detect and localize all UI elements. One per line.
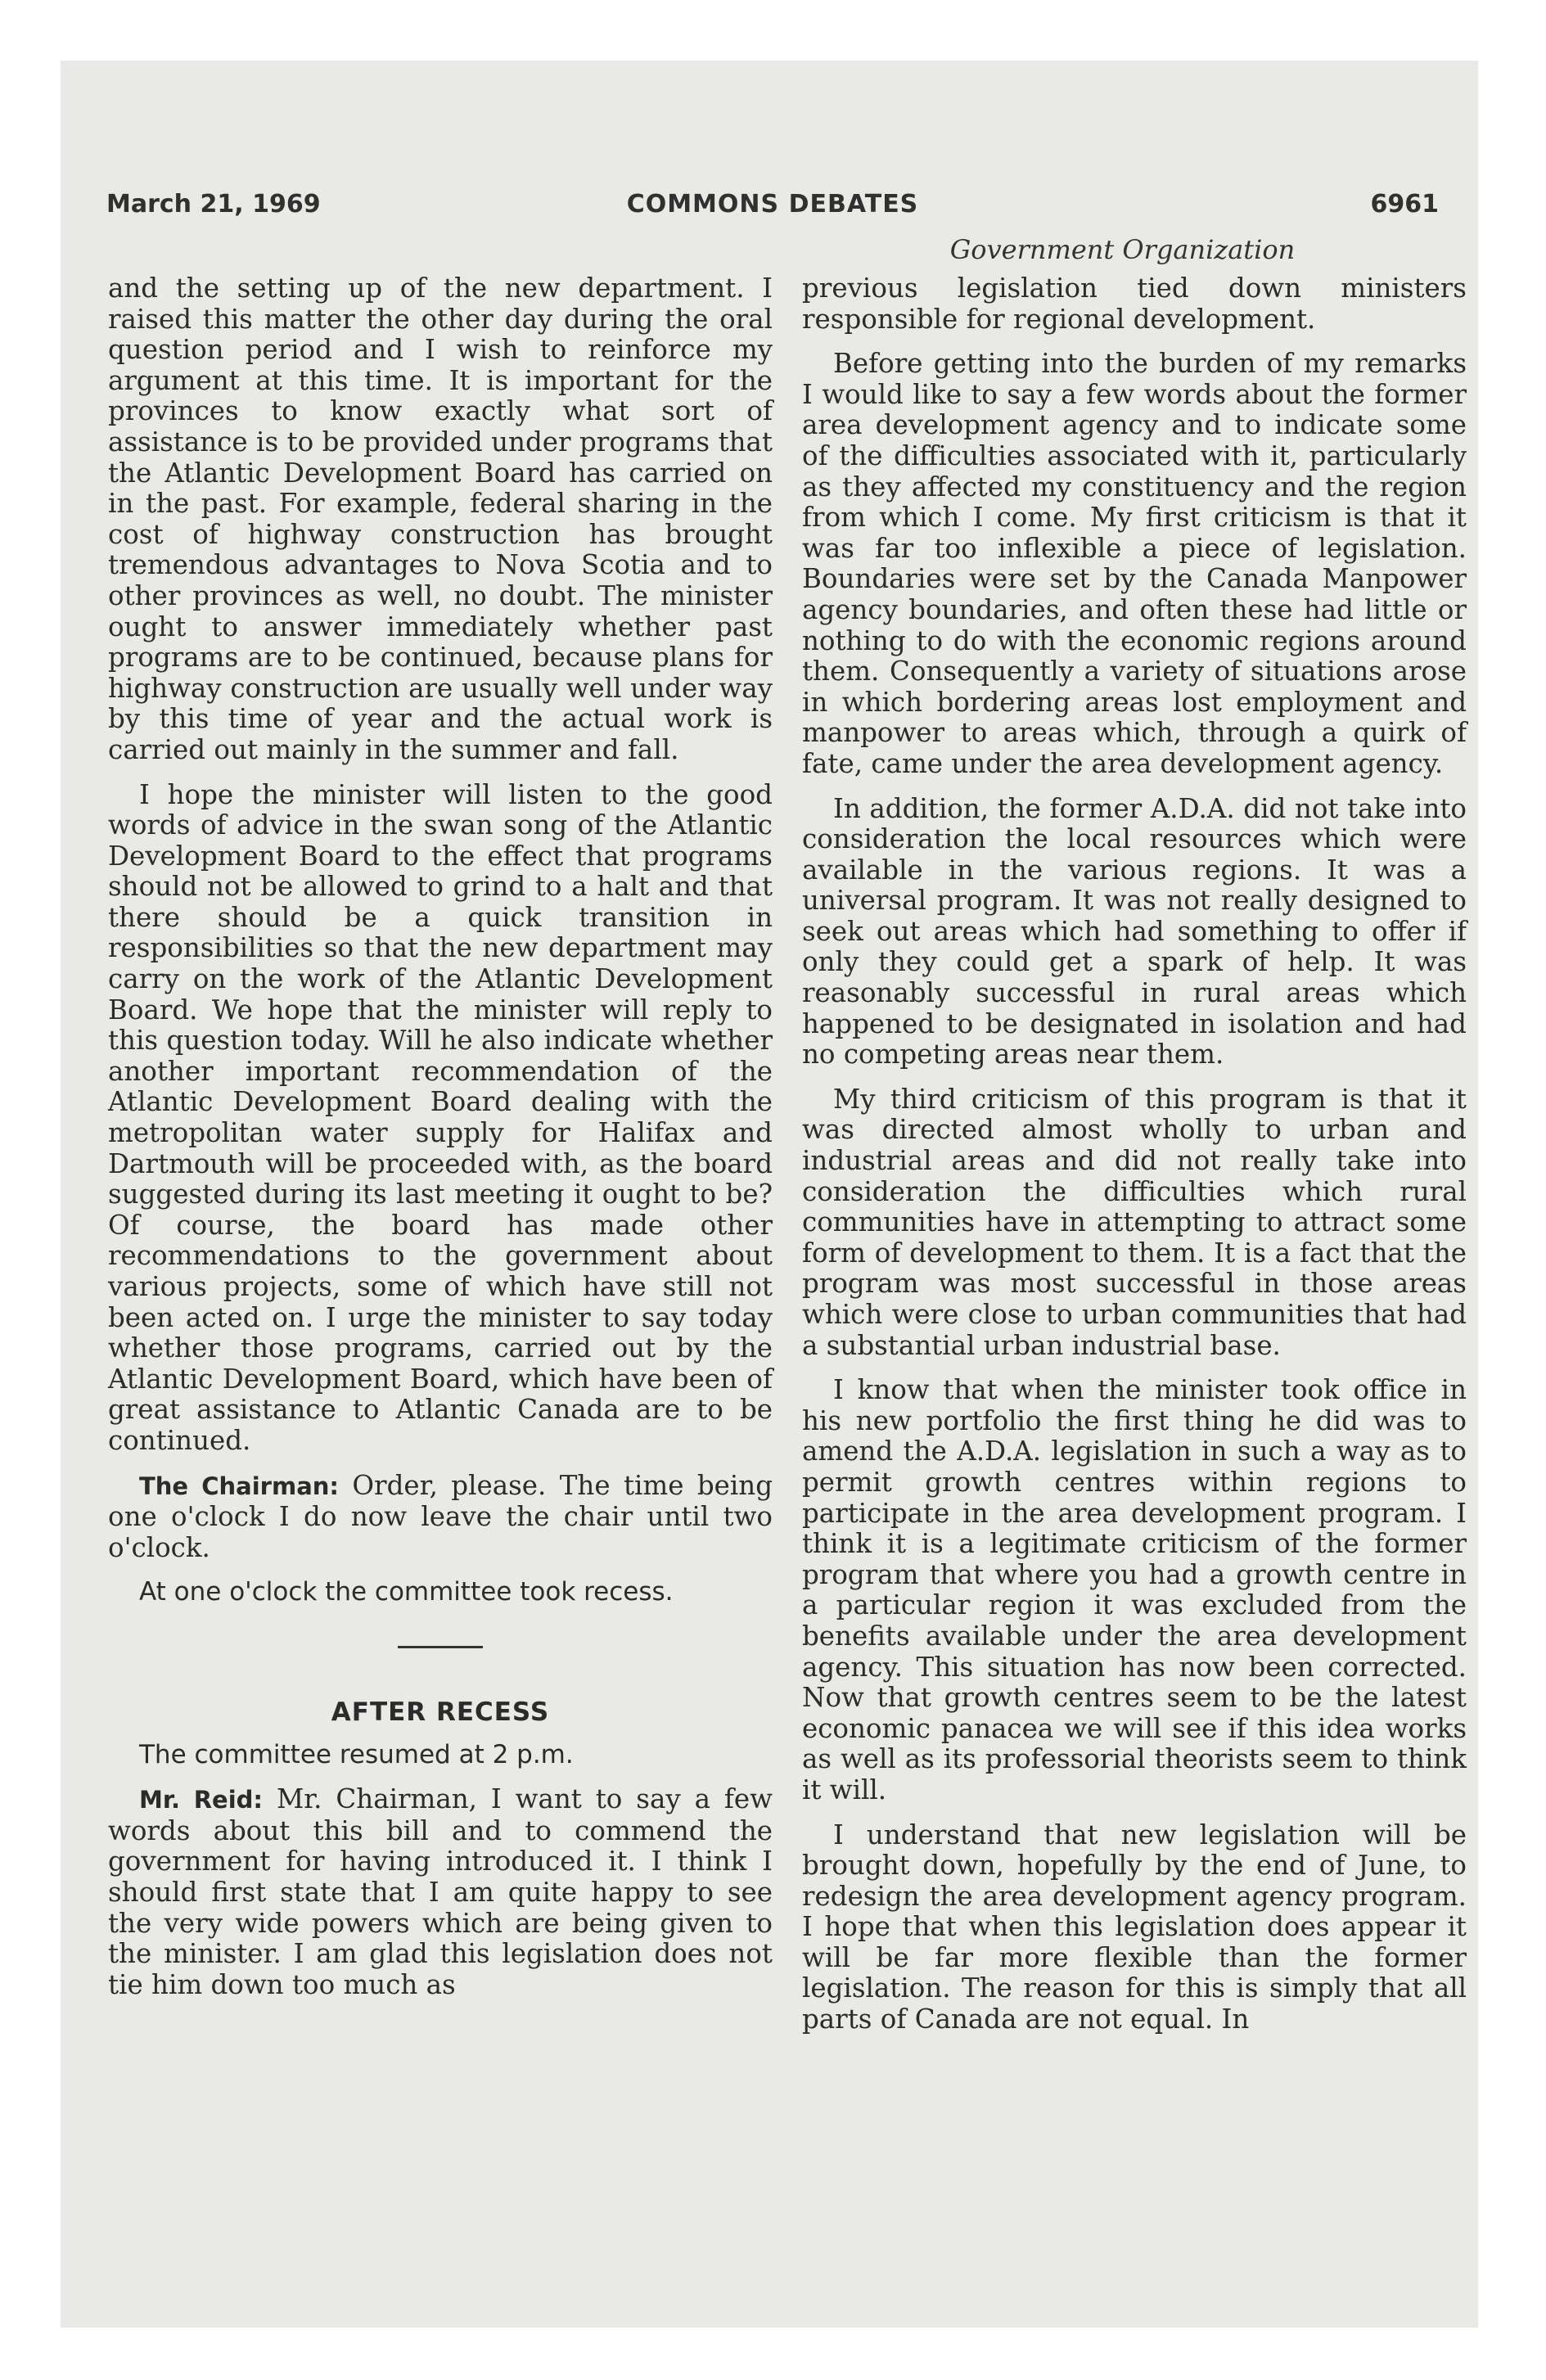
right-paragraph-4: My third criticism of this program is that it was directed almost wholly to urban and industrial areas and did not really take into consideration the difficulties which rural communities have in attempting to attract some form of development to them. It is a fact that the program was most successful in those areas which were close to urban communities that had a substantial urban industrial base. xyxy=(802,1083,1467,1361)
chairman-text: Order, please. The time being one o'clock I do now leave the chair until two o'clock. xyxy=(108,1469,773,1563)
right-column xyxy=(802,273,1467,2049)
right-paragraph-2: Before getting into the burden of my remarks I would like to say a few words about the former area development agency and to indicate some of the difficulties associated with it, particularly as they affected my constituency and the region from which I come. My first criticism is that it was far too inflexible a piece of legislation. Boundaries were set by the Canada Manpower agency boundaries, and often these had little or nothing to do with the economic regions around them. Consequently a variety of situations arose in which bordering areas lost employment and manpower to areas which, through a quirk of fate, came under the area development agency. xyxy=(802,348,1467,779)
section-divider xyxy=(398,1646,483,1648)
recess-note: At one o'clock the committee took recess. xyxy=(139,1577,674,1607)
chairman-statement xyxy=(108,1471,773,1564)
right-paragraph-1: previous legislation tied down ministers responsible for regional development. xyxy=(802,273,1467,335)
right-paragraph-3: In addition, the former A.D.A. did not take into consideration the local resources which were available in the various regions. It was a universal program. It was not really designed to seek out areas which had something to offer if only they could get a spark of help. It was reasonably successful in rural areas which happened to be designated in isolation and had no competing areas near them. xyxy=(802,792,1467,1071)
chairman-speaker: The Chairman: xyxy=(139,1472,340,1500)
left-column xyxy=(108,273,773,2014)
reid-statement xyxy=(108,1784,773,2000)
header-page-number: 6961 xyxy=(1370,190,1439,219)
right-paragraph-6: I understand that new legislation will be brought down, hopefully by the end of June, to redesign the area development agency program. I hope that when this legislation does appear it will be far more flexible than the former legislation. The reason for this is simply that all parts of Canada are not equal. In xyxy=(802,1819,1467,2035)
left-paragraph-1: and the setting up of the new department. I raised this matter the other day during the oral question period and I wish to reinforce my argument at this time. It is important for the provinces to know exactly what sort of assistance is to be provided under programs that the Atlantic Development Board has carried on in the past. For example, federal sharing in the cost of highway construction has brought tremendous advantages to Nova Scotia and to other provinces as well, no doubt. The minister ought to answer immediately whether past programs are to be continued, because plans for highway construction are usually well under way by this time of year and the actual work is carried out mainly in the summer and fall. xyxy=(108,273,773,765)
page-header xyxy=(106,190,1439,231)
header-date: March 21, 1969 xyxy=(106,190,321,219)
right-paragraph-5: I know that when the minister took office in his new portfolio the first thing he did was to amend the A.D.A. legislation in such a way as to permit growth centres within regions to participate in the area development program. I think it is a legitimate criticism of the former program that where you had a growth centre in a particular region it was excluded from the benefits available under the area development agency. This situation has now been corrected. Now that growth centres seem to be the latest economic panacea we will see if this idea works as well as its professorial theorists seem to think it will. xyxy=(802,1374,1467,1805)
resumed-note: The committee resumed at 2 p.m. xyxy=(139,1739,574,1769)
left-paragraph-2: I hope the minister will listen to the good words of advice in the swan song of the Atlantic Development Board to the effect that programs should not be allowed to grind to a halt and that there should be a quick transition in responsibilities so that the new department may carry on the work of the Atlantic Development Board. We hope that the minister will reply to this question today. Will he also indicate whether another important recommendation of the Atlantic Development Board dealing with the metropolitan water supply for Halifax and Dartmouth will be proceeded with, as the board suggested during its last meeting it ought to be? Of course, the board has made other recommendations to the government about various projects, some of which have still not been acted on. I urge the minister to say today whether those programs, carried out by the Atlantic Development Board, which have been of great assistance to Atlantic Canada are to be continued. xyxy=(108,778,773,1456)
reid-text: Mr. Chairman, I want to say a few words about this bill and to commend the government for having introduced it. I think I should first state that I am quite happy to see the very wide powers which are being given to the minister. I am glad this legislation does not tie him down too much as xyxy=(108,1783,773,2000)
reid-speaker: Mr. Reid: xyxy=(139,1786,264,1814)
section-subheading: Government Organization xyxy=(949,234,1296,265)
header-title: COMMONS DEBATES xyxy=(626,190,919,219)
after-recess-heading: AFTER RECESS xyxy=(331,1697,550,1727)
